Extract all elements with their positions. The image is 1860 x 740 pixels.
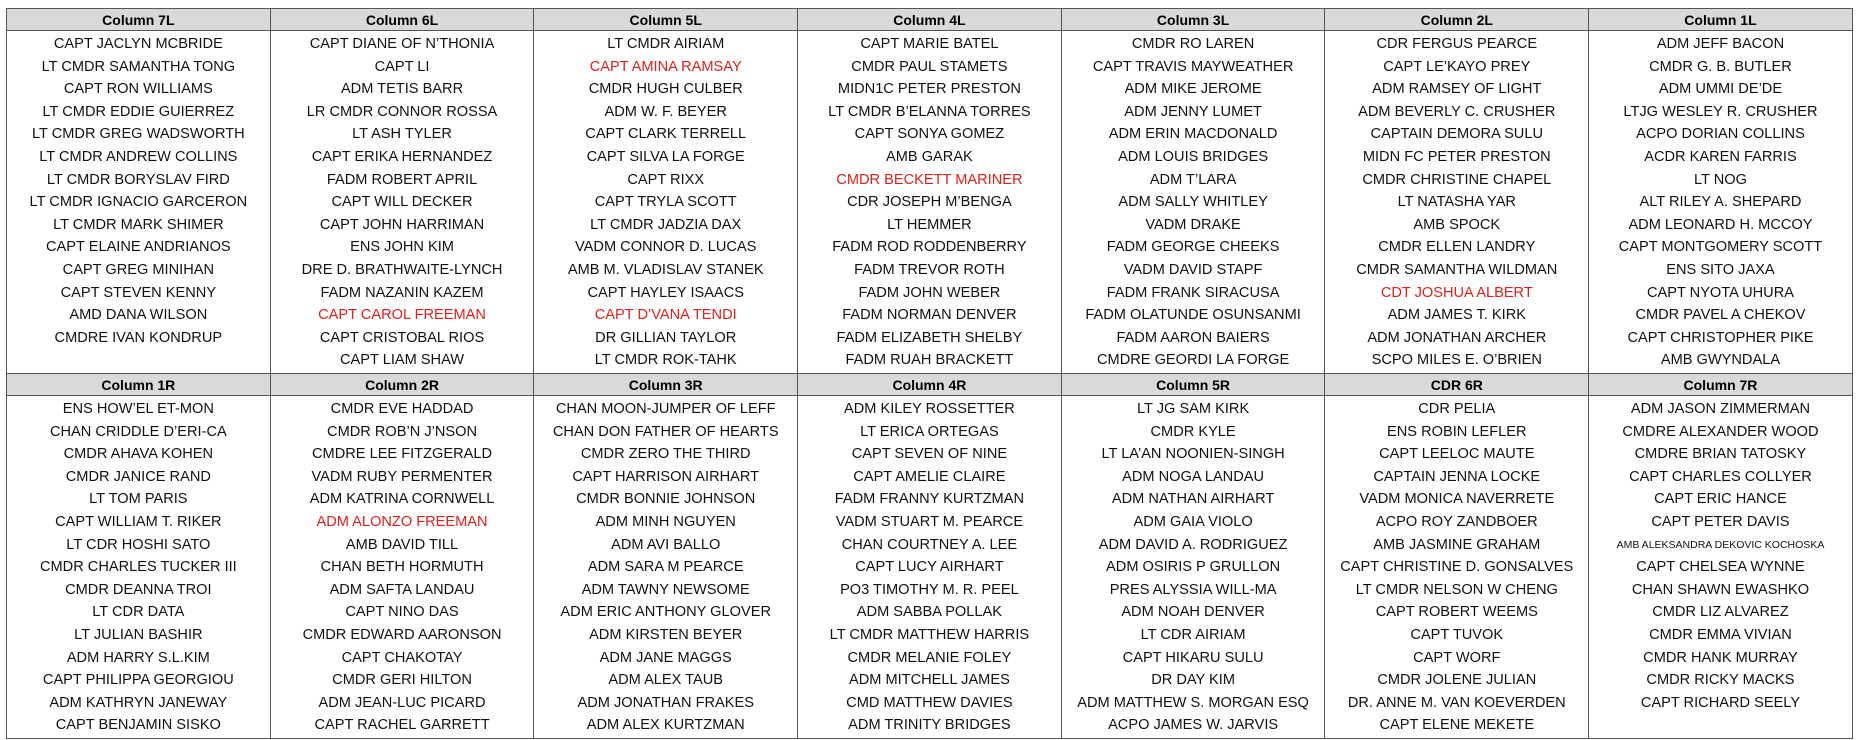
name-entry: CAPT PETER DAVIS bbox=[1651, 513, 1790, 530]
name-entry: ADM JONATHAN FRAKES bbox=[577, 694, 754, 711]
name-entry: VADM DAVID STAPF bbox=[1123, 261, 1263, 278]
name-entry: CMDR CHARLES TUCKER III bbox=[39, 559, 237, 576]
column-header: Column 5L bbox=[534, 9, 798, 31]
name-entry: CAPT MARIE BATEL bbox=[860, 36, 999, 52]
name-entry: CMDR EDWARD AARONSON bbox=[302, 626, 502, 643]
name-entry: CMDR DEANNA TROI bbox=[65, 581, 212, 598]
name-entry: CHAN MOON-JUMPER OF LEFF bbox=[555, 401, 776, 417]
name-entry: LT JG SAM KIRK bbox=[1137, 401, 1250, 417]
name-entry: LT TOM PARIS bbox=[89, 491, 188, 508]
name-entry: AMB SPOCK bbox=[1413, 216, 1501, 233]
name-entry: AMB M. VLADISLAV STANEK bbox=[567, 261, 764, 278]
name-column bbox=[798, 31, 1062, 374]
name-entry: LT CMDR B’ELANNA TORRES bbox=[828, 103, 1031, 120]
name-entry: FADM TREVOR ROTH bbox=[854, 261, 1005, 278]
name-entry: CMDR AHAVA KOHEN bbox=[63, 446, 214, 463]
highlighted-name: CAPT D’VANA TENDI bbox=[594, 307, 737, 324]
name-entry: CMDRE LEE FITZGERALD bbox=[312, 446, 493, 463]
name-entry: VADM RUBY PERMENTER bbox=[311, 468, 493, 485]
name-entry: CAPT CHAKOTAY bbox=[341, 649, 463, 666]
name-entry: CMDRE GEORDI LA FORGE bbox=[1097, 352, 1290, 369]
name-entry: ENS ROBIN LEFLER bbox=[1387, 423, 1527, 440]
name-entry: FADM OLATUNDE OSUNSANMI bbox=[1085, 307, 1301, 324]
name-entry: AMB GWYNDALA bbox=[1660, 352, 1781, 369]
name-entry: ADM TETIS BARR bbox=[340, 81, 464, 98]
name-entry: ADM NOAH DENVER bbox=[1121, 604, 1265, 621]
name-entry: CAPT LI bbox=[374, 58, 430, 75]
name-entry: CAPT TRYLA SCOTT bbox=[594, 194, 737, 211]
name-entry: PRES ALYSSIA WILL-MA bbox=[1109, 581, 1277, 598]
name-entry: LT CDR AIRIAM bbox=[1140, 626, 1246, 643]
name-entry: ADM ALEX TAUB bbox=[608, 672, 724, 689]
name-entry: CHAN SHAWN EWASHKO bbox=[1631, 581, 1810, 598]
name-entry: MIDN1C PETER PRESTON bbox=[837, 81, 1021, 98]
name-entry: CAPT NINO DAS bbox=[345, 604, 459, 621]
name-entry: CMDR EVE HADDAD bbox=[330, 401, 474, 417]
name-entry: ADM JANE MAGGS bbox=[599, 649, 732, 666]
name-entry: LT CMDR GREG WADSWORTH bbox=[31, 126, 245, 143]
name-entry: ADM MINH NGUYEN bbox=[595, 513, 736, 530]
column-header: Column 1R bbox=[7, 374, 271, 396]
name-entry: ADM TRINITY BRIDGES bbox=[848, 717, 1011, 734]
name-entry: ADM LOUIS BRIDGES bbox=[1118, 148, 1269, 165]
name-entry: VADM DRAKE bbox=[1145, 216, 1241, 233]
roster-sheet bbox=[6, 8, 1852, 739]
name-entry: CAPT HARRISON AIRHART bbox=[572, 468, 760, 485]
column-header: Column 7L bbox=[7, 9, 271, 31]
name-entry: CAPT LUCY AIRHART bbox=[855, 559, 1004, 576]
name-entry: LT CMDR EDDIE GUIERREZ bbox=[42, 103, 235, 120]
name-entry: CAPT PHILIPPA GEORGIOU bbox=[42, 672, 234, 689]
name-entry: CAPT JOHN HARRIMAN bbox=[319, 216, 485, 233]
name-entry: ADM DAVID A. RODRIGUEZ bbox=[1098, 536, 1288, 553]
name-entry: CAPT CRISTOBAL RIOS bbox=[319, 329, 485, 346]
name-entry: LT NOG bbox=[1693, 171, 1747, 188]
name-entry: CAPTAIN DEMORA SULU bbox=[1370, 126, 1543, 143]
name-entry: ADM KATRINA CORNWELL bbox=[309, 491, 495, 508]
name-entry: LT CMDR AIRIAM bbox=[607, 36, 725, 52]
name-entry: CAPT RIXX bbox=[627, 171, 705, 188]
name-entry: VADM CONNOR D. LUCAS bbox=[575, 239, 757, 256]
column-header: Column 7R bbox=[1589, 374, 1853, 396]
name-entry: ADM UMMI DE’DE bbox=[1658, 81, 1783, 98]
name-entry: CAPT CHARLES COLLYER bbox=[1629, 468, 1812, 485]
highlighted-name: ADM ALONZO FREEMAN bbox=[316, 513, 488, 530]
name-entry: ALT RILEY A. SHEPARD bbox=[1639, 194, 1802, 211]
name-entry: ENS HOW’EL ET-MON bbox=[62, 401, 214, 417]
name-entry: CMDR HANK MURRAY bbox=[1643, 649, 1798, 666]
name-entry: AMB DAVID TILL bbox=[345, 536, 459, 553]
name-entry: FADM FRANNY KURTZMAN bbox=[834, 491, 1024, 508]
name-entry: ADM T’LARA bbox=[1149, 171, 1237, 188]
name-entry: ADM LEONARD H. MCCOY bbox=[1628, 216, 1813, 233]
name-entry: ADM JASON ZIMMERMAN bbox=[1630, 401, 1811, 417]
name-entry: LT CMDR BORYSLAV FIRD bbox=[46, 171, 230, 188]
name-entry: ACPO DORIAN COLLINS bbox=[1636, 126, 1805, 143]
name-entry: CMDR ROB’N J’NSON bbox=[327, 423, 478, 440]
name-entry: CMDR KYLE bbox=[1150, 423, 1236, 440]
name-entry: DR GILLIAN TAYLOR bbox=[595, 329, 737, 346]
name-entry: LT CMDR ANDREW COLLINS bbox=[39, 148, 238, 165]
column-header: Column 6L bbox=[270, 9, 534, 31]
name-entry: AMD DANA WILSON bbox=[69, 307, 208, 324]
name-entry: CHAN DON FATHER OF HEARTS bbox=[552, 423, 779, 440]
column-header: Column 2R bbox=[270, 374, 534, 396]
name-entry: ADM HARRY S.L.KIM bbox=[66, 649, 210, 666]
name-entry: ACPO ROY ZANDBOER bbox=[1375, 513, 1538, 530]
name-entry: ADM SAFTA LANDAU bbox=[329, 581, 475, 598]
column-header: Column 2L bbox=[1325, 9, 1589, 31]
header-row bbox=[7, 9, 1853, 31]
name-entry: CAPT RON WILLIAMS bbox=[63, 81, 213, 98]
name-entry: CAPT ELENE MEKETE bbox=[1379, 717, 1535, 734]
name-entry: ADM JAMES T. KIRK bbox=[1387, 307, 1526, 324]
name-entry: CMDR ZERO THE THIRD bbox=[580, 446, 751, 463]
name-entry: CAPT WILL DECKER bbox=[331, 194, 473, 211]
name-entry: CAPT SEVEN OF NINE bbox=[851, 446, 1008, 463]
name-entry: CAPT SILVA LA FORGE bbox=[586, 148, 745, 165]
name-column bbox=[1325, 396, 1589, 739]
name-entry: FADM RUAH BRACKETT bbox=[845, 352, 1014, 369]
name-entry: ADM ALEX KURTZMAN bbox=[586, 717, 745, 734]
name-entry: CMDR JOLENE JULIAN bbox=[1377, 672, 1537, 689]
roster-body bbox=[7, 9, 1853, 739]
column-header: Column 1L bbox=[1589, 9, 1853, 31]
name-column bbox=[1061, 396, 1325, 739]
name-entry: CMDRE ALEXANDER WOOD bbox=[1622, 423, 1819, 440]
name-entry: LT ASH TYLER bbox=[352, 126, 452, 143]
name-entry: ADM NOGA LANDAU bbox=[1122, 468, 1265, 485]
name-column bbox=[534, 396, 798, 739]
highlighted-name: CAPT AMINA RAMSAY bbox=[589, 58, 742, 75]
name-entry: CAPT TUVOK bbox=[1410, 626, 1504, 643]
names-row bbox=[7, 396, 1853, 739]
name-entry: LT CMDR IGNACIO GARCERON bbox=[29, 194, 248, 211]
name-entry: LT CMDR SAMANTHA TONG bbox=[41, 58, 236, 75]
name-entry: ADM MITCHELL JAMES bbox=[848, 672, 1010, 689]
name-column bbox=[270, 396, 534, 739]
name-entry: CHAN COURTNEY A. LEE bbox=[841, 536, 1018, 553]
name-entry: ADM MATTHEW S. MORGAN ESQ bbox=[1077, 694, 1309, 711]
name-entry: ADM JEAN-LUC PICARD bbox=[318, 694, 486, 711]
name-entry: CMDRE BRIAN TATOSKY bbox=[1634, 446, 1807, 463]
name-entry: CAPT ERIKA HERNANDEZ bbox=[311, 148, 493, 165]
name-entry: DR. ANNE M. VAN KOEVERDEN bbox=[1347, 694, 1566, 711]
name-entry: ADM ERIC ANTHONY GLOVER bbox=[560, 604, 771, 621]
name-entry: FADM NORMAN DENVER bbox=[842, 307, 1017, 324]
name-entry: CAPT SONYA GOMEZ bbox=[854, 126, 1005, 143]
name-entry: CMDR SAMANTHA WILDMAN bbox=[1356, 261, 1558, 278]
name-entry: CAPT CHELSEA WYNNE bbox=[1636, 559, 1805, 576]
name-entry: ENS SITO JAXA bbox=[1666, 261, 1775, 278]
name-entry: ADM ERIN MACDONALD bbox=[1108, 126, 1278, 143]
name-entry: FADM GEORGE CHEEKS bbox=[1106, 239, 1280, 256]
name-column bbox=[1589, 396, 1853, 739]
name-entry: CAPT WORF bbox=[1413, 649, 1501, 666]
name-entry: CDR PELIA bbox=[1418, 401, 1496, 417]
name-entry: CAPT MONTGOMERY SCOTT bbox=[1618, 239, 1823, 256]
column-header: Column 5R bbox=[1061, 374, 1325, 396]
name-entry: CAPT LEELOC MAUTE bbox=[1379, 446, 1535, 463]
name-entry: CMDR LIZ ALVAREZ bbox=[1652, 604, 1789, 621]
name-entry: FADM ELIZABETH SHELBY bbox=[836, 329, 1023, 346]
highlighted-name: CDT JOSHUA ALBERT bbox=[1380, 284, 1533, 301]
name-entry: ADM SALLY WHITLEY bbox=[1118, 194, 1268, 211]
name-entry: LT HEMMER bbox=[887, 216, 972, 233]
name-entry: ADM KIRSTEN BEYER bbox=[589, 626, 743, 643]
name-entry: LT LA’AN NOONIEN-SINGH bbox=[1101, 446, 1285, 463]
name-entry: CMDR RICKY MACKS bbox=[1646, 672, 1795, 689]
name-entry: CMDR RO LAREN bbox=[1131, 36, 1255, 52]
column-header: Column 4L bbox=[798, 9, 1062, 31]
name-entry: LT CDR DATA bbox=[92, 604, 185, 621]
name-entry: CMDRE IVAN KONDRUP bbox=[54, 329, 223, 346]
name-column bbox=[798, 396, 1062, 739]
name-entry: LR CMDR CONNOR ROSSA bbox=[306, 103, 498, 120]
name-entry: CMDR PAVEL A CHEKOV bbox=[1635, 307, 1806, 324]
name-entry: ADM OSIRIS P GRULLON bbox=[1106, 559, 1281, 576]
name-entry: CAPT DIANE OF N’THONIA bbox=[309, 36, 495, 52]
name-entry: AMB JASMINE GRAHAM bbox=[1373, 536, 1541, 553]
name-entry: ADM JEFF BACON bbox=[1656, 36, 1785, 52]
name-entry: VADM STUART M. PEARCE bbox=[835, 513, 1024, 530]
name-entry: CMDR G. B. BUTLER bbox=[1649, 58, 1792, 75]
name-column bbox=[270, 31, 534, 374]
roster-table bbox=[6, 8, 1853, 739]
name-entry: CMDR EMMA VIVIAN bbox=[1649, 626, 1792, 643]
name-entry: ADM GAIA VIOLO bbox=[1133, 513, 1253, 530]
name-entry: ADM MIKE JEROME bbox=[1124, 81, 1262, 98]
name-entry: CAPTAIN JENNA LOCKE bbox=[1373, 468, 1541, 485]
column-header: Column 4R bbox=[798, 374, 1062, 396]
name-entry: LT CMDR ROK-TAHK bbox=[594, 352, 737, 369]
name-entry: CMDR CHRISTINE CHAPEL bbox=[1362, 171, 1552, 188]
name-entry: ADM SARA M PEARCE bbox=[587, 559, 744, 576]
name-entry: CMDR JANICE RAND bbox=[65, 468, 211, 485]
name-entry: FADM ROD RODDENBERRY bbox=[832, 239, 1027, 256]
name-entry: ACDR KAREN FARRIS bbox=[1644, 148, 1797, 165]
name-entry: ADM RAMSEY OF LIGHT bbox=[1372, 81, 1542, 98]
name-entry: ACPO JAMES W. JARVIS bbox=[1108, 717, 1279, 734]
name-entry: LT JULIAN BASHIR bbox=[74, 626, 203, 643]
name-entry: PO3 TIMOTHY M. R. PEEL bbox=[840, 581, 1019, 598]
name-entry: VADM MONICA NAVERRETE bbox=[1359, 491, 1555, 508]
highlighted-name: CAPT CAROL FREEMAN bbox=[318, 307, 486, 324]
column-header: Column 3R bbox=[534, 374, 798, 396]
name-entry: CAPT CHRISTOPHER PIKE bbox=[1627, 329, 1814, 346]
name-entry: CAPT AMELIE CLAIRE bbox=[853, 468, 1006, 485]
highlighted-name: CMDR BECKETT MARINER bbox=[836, 171, 1023, 188]
name-entry: ADM AVI BALLO bbox=[611, 536, 721, 553]
name-column bbox=[1325, 31, 1589, 374]
name-entry: CDR FERGUS PEARCE bbox=[1376, 36, 1538, 52]
name-entry: CAPT BENJAMIN SISKO bbox=[55, 717, 221, 734]
name-entry: CAPT RICHARD SEELY bbox=[1640, 694, 1801, 711]
name-entry: CAPT ELAINE ANDRIANOS bbox=[46, 239, 231, 256]
name-entry: CDR JOSEPH M’BENGA bbox=[847, 194, 1012, 211]
name-entry: LT CMDR NELSON W CHENG bbox=[1355, 581, 1558, 598]
header-row bbox=[7, 374, 1853, 396]
names-row bbox=[7, 31, 1853, 374]
name-entry: LT CMDR MATTHEW HARRIS bbox=[829, 626, 1030, 643]
name-entry: LT ERICA ORTEGAS bbox=[860, 423, 999, 440]
name-entry: CMDR ELLEN LANDRY bbox=[1378, 239, 1536, 256]
name-entry: CAPT NYOTA UHURA bbox=[1646, 284, 1794, 301]
name-entry: FADM AARON BAIERS bbox=[1116, 329, 1270, 346]
name-entry: SCPO MILES E. O’BRIEN bbox=[1371, 352, 1542, 369]
name-entry: CAPT JACLYN MCBRIDE bbox=[53, 36, 223, 52]
name-entry: ADM NATHAN AIRHART bbox=[1111, 491, 1275, 508]
name-entry: ADM SABBA POLLAK bbox=[856, 604, 1002, 621]
name-entry: ADM JENNY LUMET bbox=[1124, 103, 1262, 120]
name-entry: LT CMDR JADZIA DAX bbox=[590, 216, 742, 233]
name-entry: CAPT LE’KAYO PREY bbox=[1383, 58, 1531, 75]
name-entry: FADM NAZANIN KAZEM bbox=[320, 284, 484, 301]
name-entry: LT NATASHA YAR bbox=[1397, 194, 1516, 211]
name-entry: ADM JONATHAN ARCHER bbox=[1367, 329, 1547, 346]
name-entry: CHAN CRIDDLE D’ERI-CA bbox=[49, 423, 227, 440]
name-entry: ADM BEVERLY C. CRUSHER bbox=[1358, 103, 1556, 120]
name-entry: CAPT ERIC HANCE bbox=[1654, 491, 1787, 508]
name-entry: CAPT STEVEN KENNY bbox=[60, 284, 217, 301]
name-entry: CAPT CLARK TERRELL bbox=[585, 126, 747, 143]
name-entry: CAPT RACHEL GARRETT bbox=[314, 717, 490, 734]
name-entry: CMD MATTHEW DAVIES bbox=[846, 694, 1013, 711]
name-entry: ADM TAWNY NEWSOME bbox=[581, 581, 750, 598]
name-entry: CHAN BETH HORMUTH bbox=[320, 559, 484, 576]
name-entry: LT CMDR MARK SHIMER bbox=[53, 216, 224, 233]
name-entry: AMB GARAK bbox=[886, 148, 973, 165]
name-entry: FADM FRANK SIRACUSA bbox=[1106, 284, 1280, 301]
name-column bbox=[534, 31, 798, 374]
name-column bbox=[7, 396, 271, 739]
name-entry: ENS JOHN KIM bbox=[350, 239, 454, 256]
name-entry: CAPT ROBERT WEEMS bbox=[1375, 604, 1538, 621]
name-entry: CMDR BONNIE JOHNSON bbox=[576, 491, 756, 508]
name-entry: ADM KILEY ROSSETTER bbox=[843, 401, 1015, 417]
name-entry: LT CDR HOSHI SATO bbox=[66, 536, 211, 553]
name-entry: CAPT HAYLEY ISAACS bbox=[587, 284, 744, 301]
name-column bbox=[7, 31, 271, 374]
name-entry: ADM KATHRYN JANEWAY bbox=[49, 694, 228, 711]
name-entry: CAPT LIAM SHAW bbox=[339, 352, 465, 369]
name-entry: FADM JOHN WEBER bbox=[858, 284, 1001, 301]
name-entry: CMDR HUGH CULBER bbox=[588, 81, 743, 98]
name-entry: ADM W. F. BEYER bbox=[604, 103, 727, 120]
name-entry: CAPT WILLIAM T. RIKER bbox=[55, 513, 222, 530]
name-entry: CAPT GREG MINIHAN bbox=[62, 261, 215, 278]
name-entry: CMDR PAUL STAMETS bbox=[851, 58, 1008, 75]
name-column bbox=[1061, 31, 1325, 374]
column-header: CDR 6R bbox=[1325, 374, 1589, 396]
name-entry: MIDN FC PETER PRESTON bbox=[1362, 148, 1551, 165]
name-entry: LTJG WESLEY R. CRUSHER bbox=[1623, 103, 1818, 120]
name-entry: DR DAY KIM bbox=[1151, 672, 1235, 689]
name-entry: CAPT TRAVIS MAYWEATHER bbox=[1092, 58, 1294, 75]
name-entry: CAPT CHRISTINE D. GONSALVES bbox=[1340, 559, 1574, 576]
name-entry: CMDR MELANIE FOLEY bbox=[847, 649, 1012, 666]
name-entry: AMB ALEKSANDRA DEKOVIC KOCHOSKA bbox=[1616, 538, 1825, 551]
name-entry: FADM ROBERT APRIL bbox=[326, 171, 478, 188]
name-entry: DRE D. BRATHWAITE-LYNCH bbox=[301, 261, 503, 278]
name-column bbox=[1589, 31, 1853, 374]
column-header: Column 3L bbox=[1061, 9, 1325, 31]
name-entry: CMDR GERI HILTON bbox=[332, 672, 472, 689]
name-entry: CAPT HIKARU SULU bbox=[1122, 649, 1264, 666]
